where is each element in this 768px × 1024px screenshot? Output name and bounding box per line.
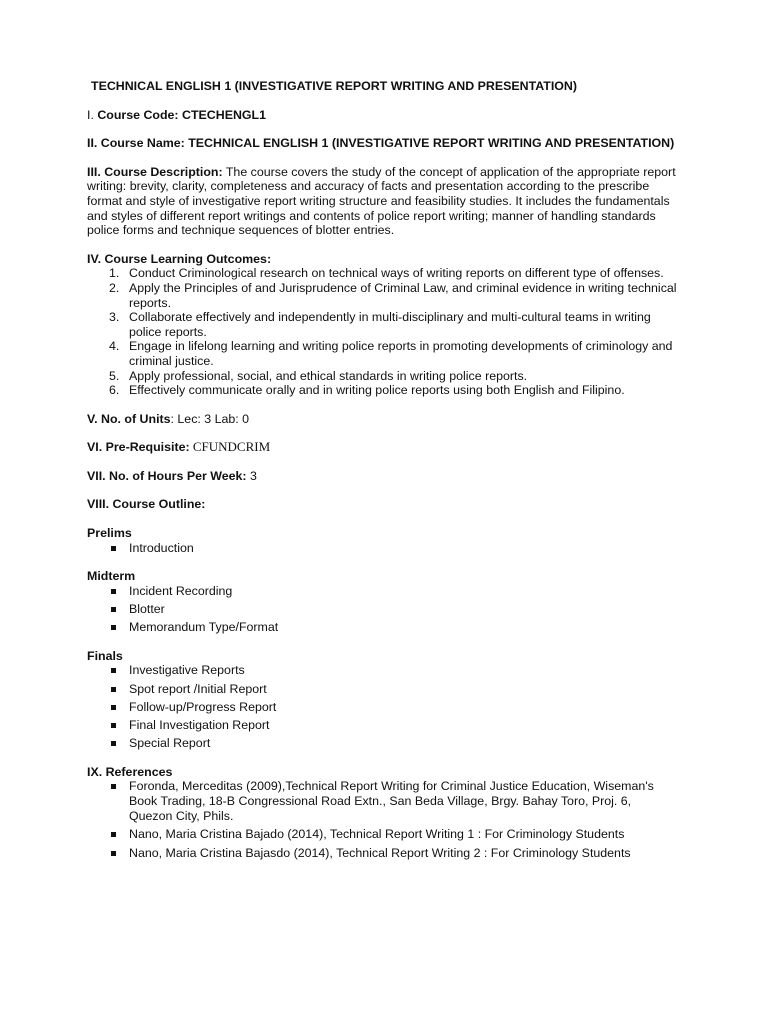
bullet-icon: [111, 668, 116, 673]
reference-item: Foronda, Merceditas (2009),Technical Report Writing for Criminal Justice Education, Wiseman's Book Trading, 18-B Congressional Road Extn., San Beda Village, Brgy. Bahay Toro, Proj. 6, Quezon City, Phils.: [87, 779, 677, 823]
list-item: Incident Recording: [87, 584, 677, 599]
midterm-list: [87, 584, 677, 635]
finals-heading: Finals: [87, 648, 123, 663]
list-item: Blotter: [87, 602, 677, 617]
document-title: TECHNICAL ENGLISH 1 (INVESTIGATIVE REPORT WRITING AND PRESENTATION): [91, 79, 578, 93]
bullet-icon: [111, 705, 116, 710]
course-outline-heading: VIII. Course Outline:: [87, 497, 206, 512]
course-description-label: III. Course Description:: [87, 164, 223, 179]
prelims-list: [87, 541, 677, 556]
bullet-icon: [111, 741, 116, 746]
course-description: [87, 165, 677, 238]
references-heading: IX. References: [87, 764, 173, 779]
list-item: Spot report /Initial Report: [87, 682, 677, 697]
hours-per-week: [87, 469, 677, 484]
units-value: : Lec: 3 Lab: 0: [170, 411, 250, 426]
course-name: [87, 136, 677, 151]
units: [87, 412, 677, 427]
bullet-icon: [111, 832, 116, 837]
list-item: Introduction: [87, 541, 677, 556]
hours-label: VII. No. of Hours Per Week:: [87, 468, 247, 483]
list-item: Memorandum Type/Format: [87, 620, 677, 635]
list-item: Follow-up/Progress Report: [87, 700, 677, 715]
outcome-item: 5. Apply professional, social, and ethical standards in writing police reports.: [109, 368, 528, 383]
bullet-icon: [111, 784, 116, 789]
course-name-value: TECHNICAL ENGLISH 1 (INVESTIGATIVE REPORT WRITING AND PRESENTATION): [184, 136, 675, 151]
references-list: [87, 779, 677, 860]
reference-item: Nano, Maria Cristina Bajasdo (2014), Technical Report Writing 2 : For Criminology Students: [87, 846, 677, 861]
reference-item: Nano, Maria Cristina Bajado (2014), Technical Report Writing 1 : For Criminology Students: [87, 827, 677, 842]
bullet-icon: [111, 851, 116, 856]
learning-outcomes-heading: IV. Course Learning Outcomes:: [87, 251, 272, 266]
list-item: Special Report: [87, 736, 677, 751]
course-name-label: II. Course Name:: [87, 136, 185, 151]
learning-outcomes-list: [87, 266, 677, 397]
outcome-item: 2. Apply the Principles of and Jurisprudence of Criminal Law, and criminal evidence in writing technical reports.: [109, 280, 677, 310]
list-item: Investigative Reports: [87, 663, 677, 678]
finals-list: [87, 663, 677, 750]
units-label: V. No. of Units: [87, 411, 171, 426]
prerequisite-value: CFUNDCRIM: [189, 439, 271, 455]
course-description-text: The course covers the study of the concept of application of the appropriate report writing: brevity, clarity, completeness and accuracy of facts and presentation according to the prescribe format and style of investigative report writing structure and feasibility studies. It includes the fundamentals and styles of different report writings and contents of police report writing; manner of handling standards police forms and technique sequences of blotter entries.: [87, 164, 676, 238]
prerequisite-label: VI. Pre-Requisite:: [87, 440, 190, 455]
course-code-label: Course Code:: [97, 107, 179, 122]
list-item: Final Investigation Report: [87, 718, 677, 733]
bullet-icon: [111, 687, 116, 692]
outcome-item: 3. Collaborate effectively and independently in multi-disciplinary and multi-cultural teams in writing police reports.: [109, 310, 651, 339]
outcome-item: 6. Effectively communicate orally and in writing police reports using both English and Filipino.: [109, 383, 625, 398]
bullet-icon: [111, 607, 116, 612]
document-body: [87, 79, 677, 874]
bullet-icon: [111, 589, 116, 594]
outcome-item: 4. Engage in lifelong learning and writing police reports in promoting developments of criminology and criminal justice.: [109, 339, 673, 368]
prelims-heading: Prelims: [87, 526, 132, 541]
bullet-icon: [111, 723, 116, 728]
midterm-heading: Midterm: [87, 569, 136, 584]
bullet-icon: [111, 625, 116, 630]
course-code-prefix: I.: [87, 107, 98, 122]
course-code-value: CTECHENGL1: [178, 107, 267, 122]
outcome-item: 1. Conduct Criminological research on technical ways of writing reports on different type of offenses.: [109, 266, 664, 281]
hours-value: 3: [246, 468, 257, 483]
course-code: [87, 108, 677, 123]
prerequisite: [87, 440, 677, 455]
bullet-icon: [111, 546, 116, 551]
